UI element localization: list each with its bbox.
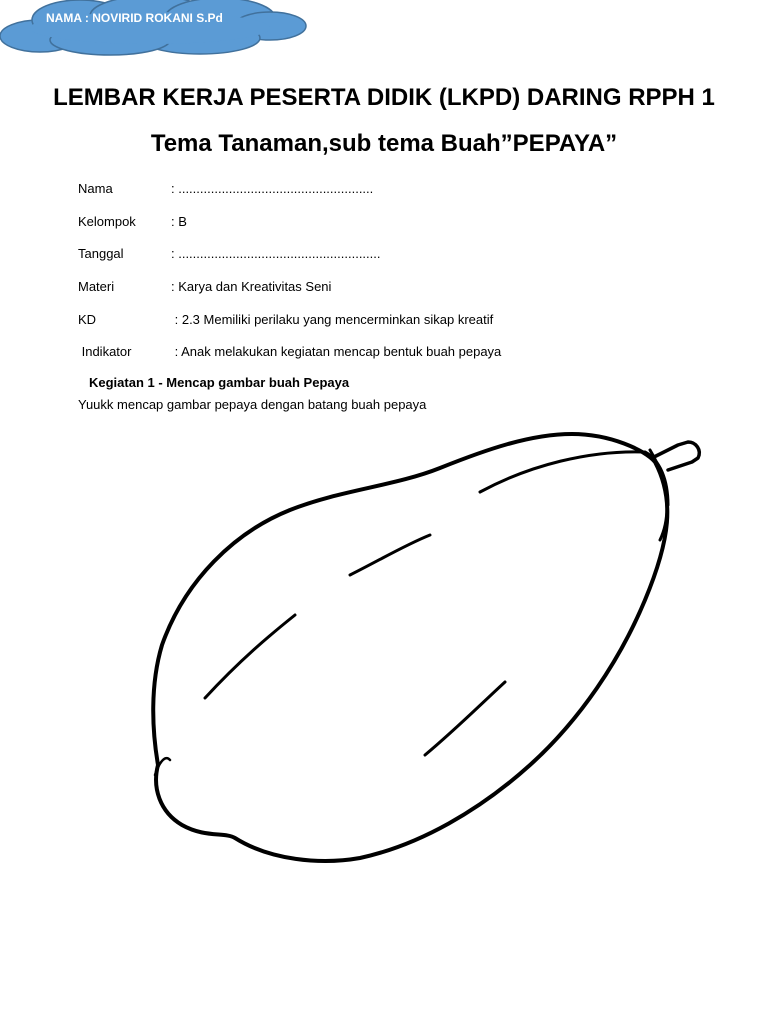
nama-value: : ......................................................: [171, 181, 374, 196]
papaya-body-outline: [153, 434, 667, 861]
page-subtitle: Tema Tanaman,sub tema Buah”PEPAYA”: [150, 130, 618, 157]
name-badge-cloud: [0, 0, 310, 58]
nama-label: Nama: [78, 181, 113, 196]
papaya-mark-3: [425, 682, 505, 755]
kelompok-label: Kelompok: [78, 214, 136, 229]
kelompok-value: : B: [171, 214, 187, 229]
papaya-top-rib: [480, 452, 668, 505]
indikator-label: Indikator: [78, 344, 132, 359]
materi-label: Materi: [78, 279, 115, 294]
indikator-value: : Anak melakukan kegiatan mencap bentuk buah pepaya: [171, 344, 502, 359]
activity-description: Yuukk mencap gambar pepaya dengan batang buah pepaya: [78, 397, 427, 412]
kd-value: : 2.3 Memiliki perilaku yang mencerminkan sikap kreatif: [171, 312, 494, 327]
teacher-name-label: NAMA : NOVIRID ROKANI S.Pd: [46, 11, 223, 25]
materi-value: : Karya dan Kreativitas Seni: [171, 279, 332, 294]
papaya-outline-icon: [140, 420, 720, 880]
tanggal-value: : ........................................................: [171, 246, 381, 261]
papaya-mark-1: [350, 535, 430, 575]
papaya-mark-2: [205, 615, 295, 698]
activity-title: Kegiatan 1 - Mencap gambar buah Pepaya: [89, 375, 350, 390]
page-title: LEMBAR KERJA PESERTA DIDIK (LKPD) DARING RPPH 1: [53, 84, 715, 111]
tanggal-label: Tanggal: [78, 246, 124, 261]
kd-label: KD: [78, 312, 97, 327]
